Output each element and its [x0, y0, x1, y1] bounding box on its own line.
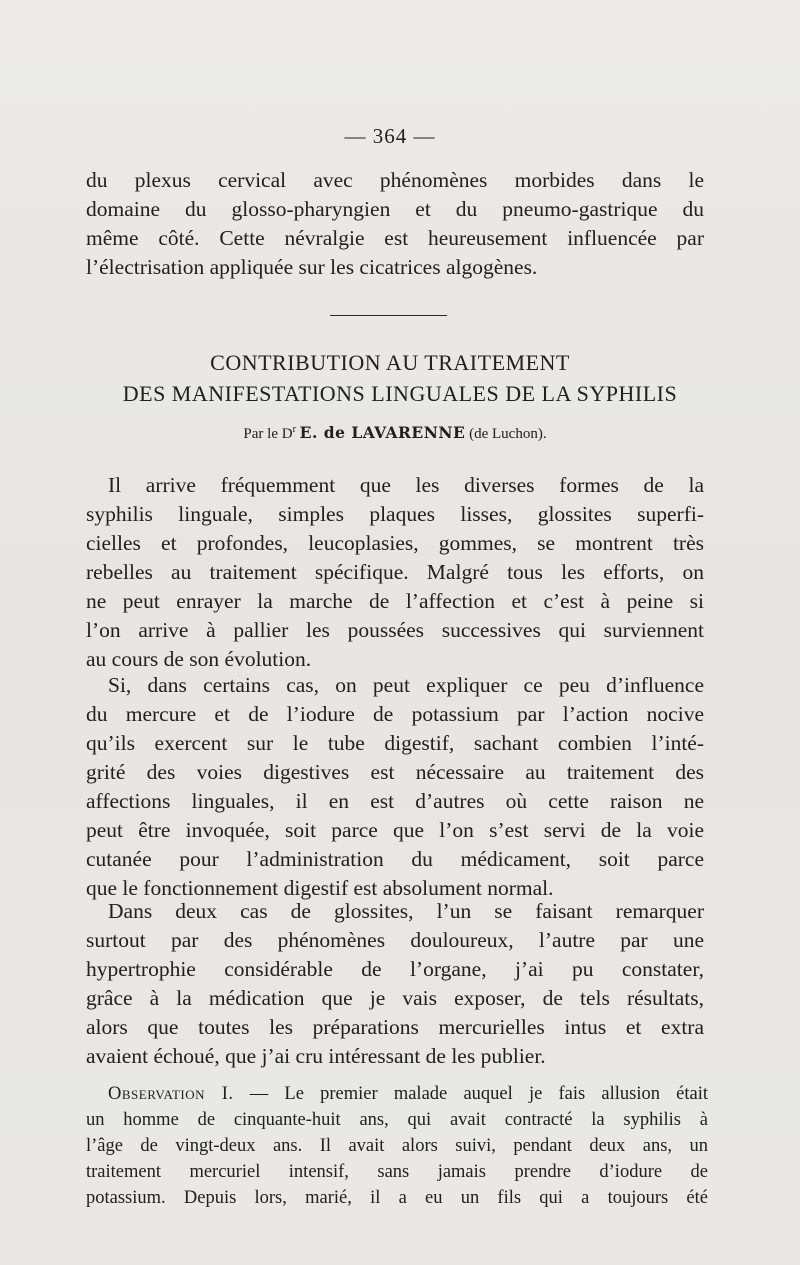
observation-lead: Observation I.: [108, 1084, 234, 1104]
text-line: Il arrive fréquemment que les diverses formes de la: [108, 473, 704, 497]
page-number: — 364 —: [344, 124, 436, 148]
byline: [0, 423, 790, 443]
body-paragraph-2: [86, 671, 704, 903]
text-line: l’électrisation appliquée sur les cicatrices algogènes.: [86, 255, 538, 279]
intro-paragraph: [86, 166, 704, 282]
observation-line-rest: — Le premier malade auquel je fais allusion était: [233, 1084, 709, 1104]
text-line: cielles et profondes, leucoplasies, gommes, se montrent très: [86, 531, 704, 555]
text-line: cutanée pour l’administration du médicament, soit parce: [86, 847, 704, 871]
byline-prefix: Par le D: [243, 426, 293, 442]
text-line: surtout par des phénomènes douloureux, l’autre par une: [86, 928, 704, 952]
text-line: [86, 1081, 708, 1107]
text-line: syphilis linguale, simples plaques lisses, glossites superfi-: [86, 502, 704, 526]
byline-author: E. de LAVARENNE: [299, 423, 466, 442]
text-line: alors que toutes les préparations mercurielles intus et extra: [86, 1015, 704, 1039]
article-title-line-1: CONTRIBUTION AU TRAITEMENT: [210, 350, 570, 375]
text-line: que le fonctionnement digestif est absolument normal.: [86, 876, 554, 900]
observation-paragraph: [86, 1081, 708, 1211]
text-line: potassium. Depuis lors, marié, il a eu un fils qui a toujours été: [86, 1188, 708, 1208]
byline-suffix: (de Luchon).: [469, 426, 547, 442]
text-line: avaient échoué, que j’ai cru intéressant de les publier.: [86, 1044, 546, 1068]
text-line: du mercure et de l’iodure de potassium par l’action nocive: [86, 702, 704, 726]
text-line: l’âge de vingt-deux ans. Il avait alors suivi, pendant deux ans, un: [86, 1136, 708, 1156]
text-line: qu’ils exercent sur le tube digestif, sachant combien l’inté-: [86, 731, 704, 755]
text-line: ne peut enrayer la marche de l’affection et c’est à peine si: [86, 589, 704, 613]
section-divider: [330, 315, 447, 316]
text-line: rebelles au traitement spécifique. Malgré tous les efforts, on: [86, 560, 704, 584]
byline-superscript: r: [292, 424, 296, 435]
text-line: peut être invoquée, soit parce que l’on s’est servi de la voie: [86, 818, 704, 842]
text-line: du plexus cervical avec phénomènes morbides dans le: [86, 168, 704, 192]
article-title-line-2: DES MANIFESTATIONS LINGUALES DE LA SYPHILIS: [122, 381, 678, 406]
text-line: grâce à la médication que je vais exposer, de tels résultats,: [86, 986, 704, 1010]
text-line: Si, dans certains cas, on peut expliquer ce peu d’influence: [108, 673, 704, 697]
text-line: au cours de son évolution.: [86, 647, 312, 671]
body-paragraph-1: [86, 471, 704, 674]
text-line: affections linguales, il en est d’autres où cette raison ne: [86, 789, 704, 813]
text-line: l’on arrive à pallier les poussées successives qui surviennent: [86, 618, 704, 642]
text-line: traitement mercuriel intensif, sans jamais prendre d’iodure de: [86, 1162, 708, 1182]
text-line: Dans deux cas de glossites, l’un se faisant remarquer: [108, 899, 704, 923]
text-line: domaine du glosso-pharyngien et du pneumo-gastrique du: [86, 197, 704, 221]
text-line: même côté. Cette névralgie est heureusement influencée par: [86, 226, 704, 250]
text-line: hypertrophie considérable de l’organe, j’ai pu constater,: [86, 957, 704, 981]
text-line: un homme de cinquante-huit ans, qui avait contracté la syphilis à: [86, 1110, 708, 1130]
text-line: grité des voies digestives est nécessaire au traitement des: [86, 760, 704, 784]
body-paragraph-3: [86, 897, 704, 1071]
